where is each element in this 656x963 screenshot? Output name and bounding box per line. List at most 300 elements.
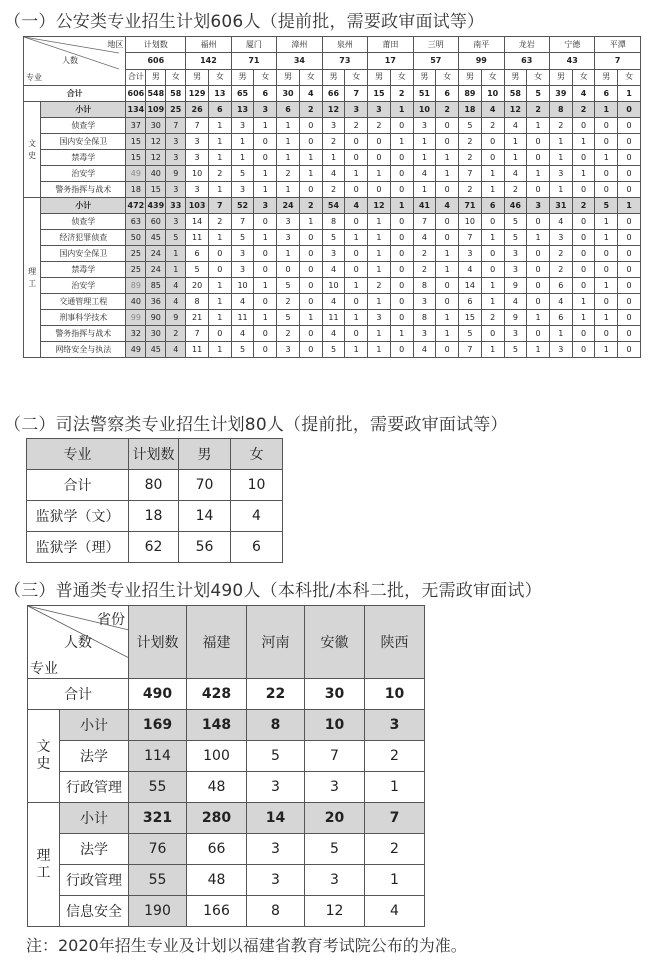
table-cell: 66 [187, 834, 247, 865]
table-cell: 1 [208, 182, 231, 198]
table-cell: 12 [504, 102, 527, 118]
table-cell: 0 [618, 102, 641, 118]
table-cell: 0 [595, 294, 618, 310]
region-header: 福州 [186, 37, 231, 53]
table-cell: 0 [254, 214, 277, 230]
table-row [24, 214, 641, 230]
female-header: 女 [481, 69, 504, 85]
table-cell: 3 [413, 326, 436, 342]
table-cell: 50 [126, 230, 146, 246]
table-cell: 3 [254, 102, 277, 118]
table-cell: 1 [390, 198, 413, 214]
table-cell: 31 [549, 198, 572, 214]
table-cell: 5 [231, 230, 254, 246]
table-cell: 3 [305, 865, 365, 896]
table-cell: 3 [345, 102, 368, 118]
table-cell: 7 [413, 214, 436, 230]
table-cell: 3 [247, 772, 305, 803]
table-cell: 1 [166, 262, 186, 278]
table-cell: 2 [572, 102, 595, 118]
table-row [24, 150, 641, 166]
region-total: 71 [231, 53, 276, 69]
table-cell: 56 [179, 532, 231, 563]
table-cell: 4 [322, 262, 345, 278]
table-cell: 3 [504, 262, 527, 278]
table-cell: 0 [299, 294, 322, 310]
table-cell: 32 [126, 326, 146, 342]
table-cell: 46 [504, 198, 527, 214]
table-cell: 7 [166, 118, 186, 134]
category-label: 文史 [28, 138, 37, 160]
table-cell: 5 [322, 230, 345, 246]
table-cell: 0 [390, 182, 413, 198]
table-cell: 36 [146, 294, 166, 310]
table-row [24, 102, 641, 118]
table-cell: 6 [186, 246, 209, 262]
row-label: 侦查学 [41, 214, 126, 230]
table-cell: 37 [126, 118, 146, 134]
table-cell: 0 [299, 262, 322, 278]
table-header-row [28, 606, 425, 679]
table-cell: 1 [436, 326, 459, 342]
table-cell: 0 [618, 150, 641, 166]
table-cell: 4 [345, 198, 368, 214]
region-total: 142 [186, 53, 231, 69]
table-cell: 0 [390, 230, 413, 246]
table-cell: 25 [126, 246, 146, 262]
male-header: 男 [146, 69, 166, 85]
table-cell: 15 [459, 310, 482, 326]
table-cell: 5 [595, 198, 618, 214]
table-cell: 0 [527, 150, 550, 166]
table-cell: 1 [345, 342, 368, 358]
table-cell: 1 [208, 278, 231, 294]
table-cell: 0 [618, 166, 641, 182]
table-cell: 11 [231, 310, 254, 326]
table-cell: 7 [186, 326, 209, 342]
table-cell: 4 [231, 326, 254, 342]
table-cell: 0 [345, 150, 368, 166]
table-cell: 0 [572, 182, 595, 198]
table-cell: 24 [146, 246, 166, 262]
table-cell: 1 [368, 230, 391, 246]
table-cell: 1 [436, 262, 459, 278]
table-cell: 1 [413, 134, 436, 150]
column-header: 女 [231, 439, 283, 470]
row-label: 小计 [41, 198, 126, 214]
table-cell: 2 [277, 294, 300, 310]
table-cell: 4 [231, 294, 254, 310]
table-cell: 0 [618, 230, 641, 246]
table-row [24, 198, 641, 214]
table-cell: 0 [527, 278, 550, 294]
region-label: 地区 [107, 40, 124, 49]
table-cell: 0 [254, 342, 277, 358]
plan-total: 606 [126, 53, 186, 69]
region-total: 7 [595, 53, 641, 69]
table-cell: 1 [365, 865, 425, 896]
table-cell: 7 [208, 198, 231, 214]
table-cell: 428 [187, 679, 247, 710]
table-cell: 0 [481, 246, 504, 262]
table-row [28, 834, 425, 865]
table-cell: 1 [481, 230, 504, 246]
corner-header-cell [28, 606, 129, 679]
row-label: 小计 [41, 102, 126, 118]
table-cell: 30 [277, 86, 300, 102]
table-cell: 18 [126, 182, 146, 198]
table-cell: 62 [129, 532, 179, 563]
table-cell: 0 [390, 262, 413, 278]
table-cell: 3 [549, 230, 572, 246]
table-cell: 10 [481, 86, 504, 102]
table-cell: 4 [365, 896, 425, 927]
table-cell: 0 [436, 134, 459, 150]
table-cell: 3 [186, 134, 209, 150]
table-cell: 9 [504, 278, 527, 294]
table-cell: 1 [549, 134, 572, 150]
column-header: 河南 [247, 606, 305, 679]
table-cell: 0 [618, 342, 641, 358]
table-cell: 166 [187, 896, 247, 927]
table-cell: 0 [345, 294, 368, 310]
table-cell: 8 [247, 710, 305, 741]
table-cell: 0 [481, 262, 504, 278]
table-cell: 1 [254, 182, 277, 198]
footnote: 注：2020年招生专业及计划以福建省教育考试院公布的为准。 [26, 936, 467, 955]
table-cell: 0 [390, 118, 413, 134]
table-cell: 190 [129, 896, 187, 927]
table-cell: 18 [459, 102, 482, 118]
table-cell: 10 [231, 278, 254, 294]
table-cell: 48 [187, 772, 247, 803]
table-cell: 7 [459, 166, 482, 182]
table-cell: 0 [572, 326, 595, 342]
table-cell: 2 [299, 198, 322, 214]
table-row [28, 710, 425, 741]
column-header: 陕西 [365, 606, 425, 679]
table-cell: 1 [368, 246, 391, 262]
general-major-plan-table [27, 605, 425, 927]
corner-header-cell [24, 37, 126, 86]
table-cell: 1 [390, 326, 413, 342]
row-label: 禁毒学 [41, 262, 126, 278]
table-cell: 4 [549, 214, 572, 230]
table-cell: 0 [208, 262, 231, 278]
row-label: 警务指挥与战术 [41, 326, 126, 342]
table-cell: 7 [459, 342, 482, 358]
table-cell: 3 [166, 134, 186, 150]
female-header: 女 [299, 69, 322, 85]
table-cell: 0 [254, 150, 277, 166]
table-cell: 3 [231, 182, 254, 198]
sub-total-header: 合计 [126, 69, 146, 85]
table-cell: 9 [166, 310, 186, 326]
table-row [24, 326, 641, 342]
table-row [27, 532, 283, 563]
table-cell: 49 [126, 342, 146, 358]
table-cell: 114 [129, 741, 187, 772]
table-cell: 606 [126, 86, 146, 102]
table-cell: 4 [166, 278, 186, 294]
table-cell: 3 [166, 150, 186, 166]
table-cell: 1 [595, 214, 618, 230]
table-cell: 90 [146, 310, 166, 326]
region-header: 平潭 [595, 37, 641, 53]
table-cell: 548 [146, 86, 166, 102]
table-cell: 12 [146, 134, 166, 150]
table-cell: 1 [208, 150, 231, 166]
region-header: 南平 [459, 37, 504, 53]
table-cell: 0 [299, 246, 322, 262]
table-cell: 1 [390, 134, 413, 150]
table-cell: 40 [126, 294, 146, 310]
table-cell: 1 [368, 342, 391, 358]
table-cell: 4 [504, 166, 527, 182]
table-cell: 10 [305, 710, 365, 741]
table-cell: 1 [231, 150, 254, 166]
table-cell: 0 [618, 118, 641, 134]
row-label: 小计 [60, 710, 129, 741]
table-cell: 45 [146, 230, 166, 246]
table-cell: 3 [231, 262, 254, 278]
table-row [24, 278, 641, 294]
table-cell: 85 [146, 278, 166, 294]
table-cell: 1 [572, 166, 595, 182]
row-label: 监狱学（文） [27, 501, 129, 532]
table-cell: 100 [187, 741, 247, 772]
row-label: 禁毒学 [41, 150, 126, 166]
table-cell: 0 [299, 326, 322, 342]
table-cell: 6 [481, 198, 504, 214]
table-cell: 0 [595, 166, 618, 182]
female-header: 女 [254, 69, 277, 85]
table-cell: 0 [436, 230, 459, 246]
table-cell: 8 [413, 278, 436, 294]
table-cell: 11 [186, 230, 209, 246]
table-cell: 12 [322, 102, 345, 118]
table-cell: 169 [129, 710, 187, 741]
major-label: 专业 [26, 73, 42, 82]
table-cell: 0 [299, 182, 322, 198]
table-cell: 10 [413, 102, 436, 118]
section1-title: （一）公安类专业招生计划606人（提前批，需要政审面试等） [4, 12, 485, 32]
table-cell: 3 [322, 118, 345, 134]
table-cell: 2 [345, 118, 368, 134]
table-row [28, 803, 425, 834]
table-cell: 6 [549, 278, 572, 294]
table-cell: 3 [247, 834, 305, 865]
table-cell: 12 [146, 150, 166, 166]
table-cell: 2 [208, 214, 231, 230]
table-row [24, 166, 641, 182]
category-label: 理工 [28, 266, 37, 288]
table-cell: 1 [322, 150, 345, 166]
table-cell: 4 [436, 198, 459, 214]
table-cell: 6 [436, 86, 459, 102]
table-cell: 3 [368, 310, 391, 326]
table-cell: 66 [322, 86, 345, 102]
table-cell: 2 [413, 262, 436, 278]
table-row [24, 118, 641, 134]
table-cell: 4 [231, 501, 283, 532]
table-cell: 0 [436, 294, 459, 310]
table-cell: 1 [345, 278, 368, 294]
table-cell: 134 [126, 102, 146, 118]
table-cell: 0 [481, 150, 504, 166]
row-label: 行政管理 [60, 772, 129, 803]
table-cell: 12 [368, 198, 391, 214]
table-cell: 0 [345, 214, 368, 230]
table-cell: 0 [390, 214, 413, 230]
table-cell: 1 [481, 182, 504, 198]
table-cell: 4 [322, 166, 345, 182]
table-cell: 63 [126, 214, 146, 230]
table-cell: 3 [277, 230, 300, 246]
table-row [27, 470, 283, 501]
table-cell: 71 [459, 198, 482, 214]
table-cell: 51 [413, 86, 436, 102]
table-cell: 2 [549, 118, 572, 134]
table-cell: 24 [146, 262, 166, 278]
table-cell: 12 [305, 896, 365, 927]
table-cell: 0 [436, 342, 459, 358]
table-cell: 1 [413, 182, 436, 198]
table-cell: 2 [481, 118, 504, 134]
column-header: 男 [179, 439, 231, 470]
table-cell: 3 [413, 294, 436, 310]
table-cell: 25 [126, 262, 146, 278]
table-cell: 7 [365, 803, 425, 834]
table-cell: 0 [527, 134, 550, 150]
row-label: 警务指挥与战术 [41, 182, 126, 198]
region-total: 57 [413, 53, 458, 69]
table-row [24, 294, 641, 310]
table-cell: 0 [572, 230, 595, 246]
table-cell: 14 [179, 501, 231, 532]
female-header: 女 [618, 69, 641, 85]
table-cell: 5 [504, 214, 527, 230]
table-cell: 1 [254, 278, 277, 294]
table-cell: 0 [368, 150, 391, 166]
row-label: 小计 [60, 803, 129, 834]
table-cell: 3 [305, 772, 365, 803]
table-cell: 1 [166, 246, 186, 262]
table-row [27, 501, 283, 532]
table-cell: 3 [527, 198, 550, 214]
table-cell: 1 [481, 342, 504, 358]
table-cell: 0 [618, 294, 641, 310]
male-header: 男 [549, 69, 572, 85]
row-label: 信息安全 [60, 896, 129, 927]
table-cell: 14 [459, 278, 482, 294]
table-cell: 1 [277, 182, 300, 198]
table-cell: 4 [572, 86, 595, 102]
table-cell: 1 [368, 326, 391, 342]
table-cell: 1 [208, 118, 231, 134]
table-cell: 6 [549, 310, 572, 326]
table-cell: 1 [345, 310, 368, 326]
table-cell: 14 [186, 214, 209, 230]
table-cell: 1 [277, 118, 300, 134]
table-cell: 0 [572, 118, 595, 134]
table-cell: 0 [390, 150, 413, 166]
row-label: 治安学 [41, 166, 126, 182]
table-cell: 55 [129, 772, 187, 803]
region-header: 宁德 [549, 37, 594, 53]
table-cell: 5 [277, 278, 300, 294]
table-cell: 4 [504, 118, 527, 134]
table-cell: 41 [413, 198, 436, 214]
table-cell: 39 [549, 86, 572, 102]
table-cell: 1 [299, 166, 322, 182]
table-cell: 0 [390, 310, 413, 326]
judicial-police-plan-table [26, 438, 283, 563]
table-cell: 2 [527, 102, 550, 118]
region-header: 三明 [413, 37, 458, 53]
table-cell: 4 [549, 294, 572, 310]
table-cell: 0 [527, 246, 550, 262]
table-cell: 0 [390, 294, 413, 310]
table-cell: 0 [595, 326, 618, 342]
table-cell: 1 [549, 182, 572, 198]
table-cell: 2 [322, 182, 345, 198]
table-cell: 5 [527, 86, 550, 102]
table-cell: 1 [527, 342, 550, 358]
table-cell: 4 [166, 342, 186, 358]
table-cell: 0 [368, 134, 391, 150]
table-cell: 1 [277, 150, 300, 166]
table-cell: 0 [481, 134, 504, 150]
table-cell: 0 [572, 150, 595, 166]
table-cell: 1 [595, 150, 618, 166]
table-row [28, 679, 425, 710]
male-header: 男 [459, 69, 482, 85]
table-cell: 7 [345, 86, 368, 102]
table-cell: 2 [459, 150, 482, 166]
table-cell: 0 [254, 246, 277, 262]
table-cell: 4 [504, 294, 527, 310]
table-cell: 8 [247, 896, 305, 927]
table-cell: 0 [299, 230, 322, 246]
table-cell: 0 [572, 342, 595, 358]
table-cell: 21 [186, 310, 209, 326]
table-cell: 0 [436, 214, 459, 230]
table-cell: 13 [208, 86, 231, 102]
section3-title: （三）普通类专业招生计划490人（本科批/本科二批，无需政审面试） [4, 581, 542, 601]
table-cell: 0 [345, 262, 368, 278]
plan-header: 计划数 [126, 37, 186, 53]
region-total: 73 [322, 53, 367, 69]
table-cell: 3 [459, 246, 482, 262]
table-cell: 1 [368, 166, 391, 182]
table-row [24, 342, 641, 358]
table-cell: 4 [481, 102, 504, 118]
table-cell: 2 [481, 310, 504, 326]
table-cell: 1 [504, 150, 527, 166]
table-cell: 3 [368, 102, 391, 118]
table-cell: 6 [277, 102, 300, 118]
table-cell: 4 [413, 230, 436, 246]
table-cell: 8 [322, 214, 345, 230]
table-cell: 0 [527, 214, 550, 230]
table-cell: 0 [618, 246, 641, 262]
table-cell: 0 [595, 134, 618, 150]
table-cell: 0 [595, 262, 618, 278]
male-header: 男 [504, 69, 527, 85]
table-cell: 0 [345, 246, 368, 262]
table-row [24, 182, 641, 198]
